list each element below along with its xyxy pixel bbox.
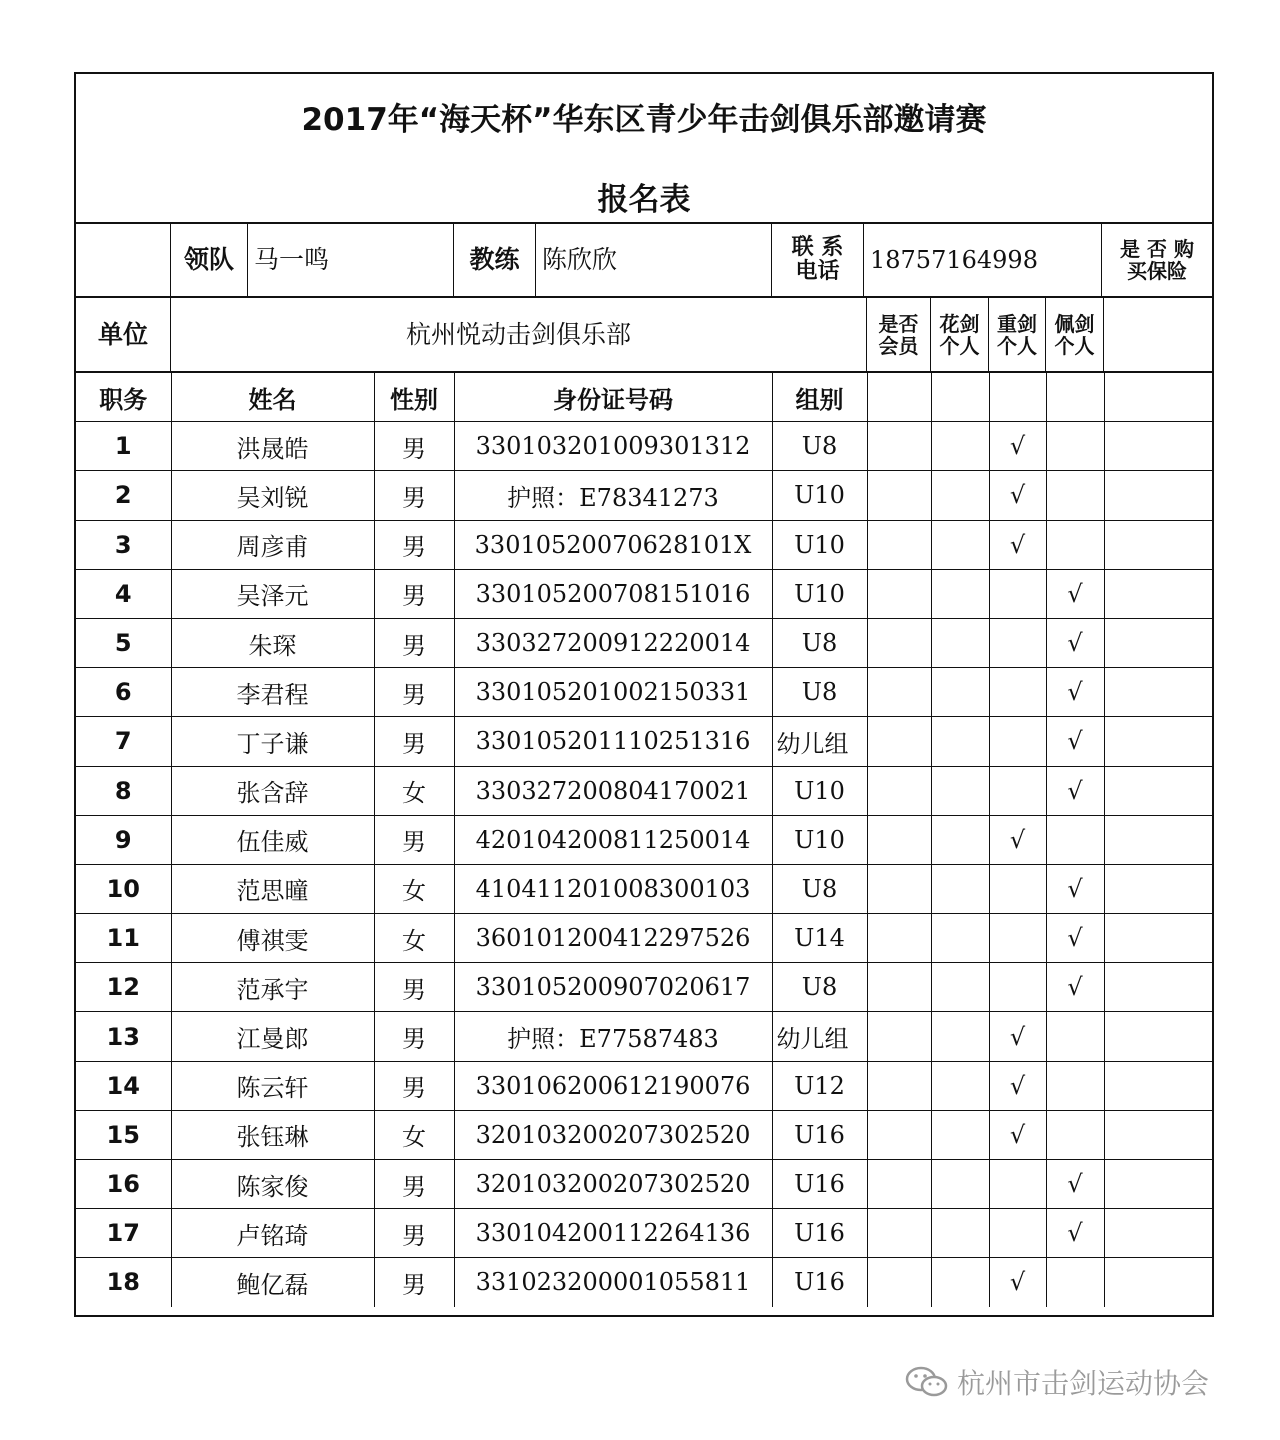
header-epee (989, 373, 1046, 422)
athlete-gender: 男 (374, 618, 454, 667)
member-cell (867, 569, 931, 618)
athlete-gender: 女 (374, 864, 454, 913)
epee-cell (989, 569, 1046, 618)
athlete-group: U10 (772, 471, 867, 520)
row-number: 2 (76, 471, 171, 520)
check-mark: √ (1067, 874, 1083, 903)
table-row (76, 1258, 1212, 1307)
epee-cell (989, 1258, 1046, 1307)
unit-row (76, 298, 1212, 373)
athlete-id: 330105201110251316 (454, 717, 772, 766)
athlete-name: 范思曈 (171, 864, 374, 913)
check-mark: √ (1009, 530, 1026, 559)
table-row (76, 1061, 1212, 1110)
epee-cell (989, 963, 1046, 1012)
sabre-cell (1046, 717, 1104, 766)
row-number: 15 (76, 1110, 171, 1159)
table-row (76, 914, 1212, 963)
check-mark: √ (1067, 629, 1083, 658)
unit-value: 杭州悦动击剑俱乐部 (171, 298, 867, 371)
table-header-row (76, 373, 1212, 422)
member-label-line2: 会员 (878, 333, 919, 358)
athlete-gender: 男 (374, 1209, 454, 1258)
member-cell (867, 422, 931, 471)
member-cell (867, 1110, 931, 1159)
athlete-gender: 男 (374, 815, 454, 864)
member-cell (867, 1012, 931, 1061)
athlete-group: U10 (772, 815, 867, 864)
team-info-row (76, 224, 1212, 298)
athlete-id: 330104200112264136 (454, 1209, 772, 1258)
document-subtitle: 报名表 (597, 182, 691, 218)
foil-cell (931, 569, 989, 618)
phone-label-line2: 电话 (795, 259, 840, 284)
watermark-text: 杭州市击剑运动协会 (957, 1367, 1210, 1400)
header-member (867, 373, 931, 422)
epee-cell (989, 864, 1046, 913)
athlete-name: 李君程 (171, 668, 374, 717)
foil-cell (931, 864, 989, 913)
blank-cell (76, 224, 171, 296)
check-mark: √ (1009, 1120, 1026, 1149)
epee-cell (989, 618, 1046, 667)
table-row (76, 766, 1212, 815)
athlete-group: U12 (772, 1061, 867, 1110)
sabre-cell (1046, 1209, 1104, 1258)
athlete-gender: 男 (374, 1258, 454, 1307)
athlete-group: U8 (772, 422, 867, 471)
row-number: 8 (76, 766, 171, 815)
athlete-id: 320103200207302520 (454, 1110, 772, 1159)
athlete-id: 330327200912220014 (454, 618, 772, 667)
insurance-cell (1104, 569, 1212, 618)
check-mark: √ (1067, 579, 1083, 608)
insurance-label (1102, 224, 1212, 296)
athlete-name: 周彦甫 (171, 520, 374, 569)
athlete-name: 陈家俊 (171, 1160, 374, 1209)
leader-label: 领队 (171, 224, 248, 296)
insurance-cell (1104, 914, 1212, 963)
athlete-group: U8 (772, 963, 867, 1012)
athlete-gender: 男 (374, 1160, 454, 1209)
coach-value: 陈欣欣 (536, 224, 772, 296)
athlete-gender: 女 (374, 1110, 454, 1159)
epee-cell (989, 1209, 1046, 1258)
athlete-id: 护照：E77587483 (454, 1012, 772, 1061)
member-cell (867, 815, 931, 864)
athlete-gender: 男 (374, 668, 454, 717)
athlete-group: U8 (772, 864, 867, 913)
insurance-cell (1104, 1209, 1212, 1258)
check-mark: √ (1067, 678, 1083, 707)
table-row (76, 569, 1212, 618)
athlete-group: U14 (772, 914, 867, 963)
epee-label-line1: 重剑 (997, 311, 1037, 336)
insurance-cell (1104, 1258, 1212, 1307)
check-mark: √ (1067, 776, 1083, 805)
sabre-label-line1: 佩剑 (1054, 311, 1095, 336)
row-number: 18 (76, 1258, 171, 1307)
athlete-group: U16 (772, 1110, 867, 1159)
insurance-cell (1104, 1160, 1212, 1209)
insurance-label-line1: 是 否 购 (1120, 237, 1194, 261)
insurance-cell (1104, 717, 1212, 766)
registration-form (74, 72, 1214, 1317)
sabre-cell (1046, 520, 1104, 569)
check-mark: √ (1067, 1219, 1083, 1248)
foil-cell (931, 766, 989, 815)
table-row (76, 668, 1212, 717)
row-number: 7 (76, 717, 171, 766)
table-row (76, 815, 1212, 864)
athlete-gender: 男 (374, 1061, 454, 1110)
epee-label (989, 298, 1046, 371)
table-row (76, 963, 1212, 1012)
athlete-id: 410411201008300103 (454, 864, 772, 913)
athlete-id: 330327200804170021 (454, 766, 772, 815)
athlete-id: 330105200907020617 (454, 963, 772, 1012)
row-number: 3 (76, 520, 171, 569)
foil-cell (931, 963, 989, 1012)
athlete-group: U8 (772, 668, 867, 717)
member-cell (867, 914, 931, 963)
member-cell (867, 1160, 931, 1209)
member-cell (867, 668, 931, 717)
sabre-cell (1046, 1012, 1104, 1061)
athlete-id: 420104200811250014 (454, 815, 772, 864)
sabre-cell (1046, 1160, 1104, 1209)
athlete-name: 卢铭琦 (171, 1209, 374, 1258)
header-sabre (1046, 373, 1104, 422)
insurance-cell (1104, 618, 1212, 667)
insurance-label-line2: 买保险 (1127, 259, 1187, 283)
athlete-group: U10 (772, 520, 867, 569)
foil-cell (931, 717, 989, 766)
sabre-cell (1046, 668, 1104, 717)
check-mark: √ (1009, 1268, 1026, 1297)
insurance-cell (1104, 471, 1212, 520)
athlete-gender: 男 (374, 520, 454, 569)
insurance-cell (1104, 1061, 1212, 1110)
header-gender: 性别 (374, 373, 454, 422)
athlete-name: 鲍亿磊 (171, 1258, 374, 1307)
epee-cell (989, 520, 1046, 569)
phone-value: 18757164998 (864, 224, 1102, 296)
athlete-gender: 女 (374, 766, 454, 815)
athlete-name: 张含辞 (171, 766, 374, 815)
athlete-gender: 男 (374, 1012, 454, 1061)
table-row (76, 422, 1212, 471)
athlete-group: U10 (772, 569, 867, 618)
athlete-gender: 男 (374, 422, 454, 471)
epee-cell (989, 1160, 1046, 1209)
member-label-line1: 是否 (878, 311, 919, 336)
sabre-label-line2: 个人 (1054, 333, 1095, 358)
row-number: 11 (76, 914, 171, 963)
row-number: 17 (76, 1209, 171, 1258)
athlete-group: U10 (772, 766, 867, 815)
insurance-cell (1104, 668, 1212, 717)
athlete-name: 江曼郎 (171, 1012, 374, 1061)
sabre-cell (1046, 422, 1104, 471)
header-insurance (1104, 373, 1212, 422)
sabre-cell (1046, 864, 1104, 913)
insurance-cell (1104, 963, 1212, 1012)
foil-cell (931, 520, 989, 569)
athlete-name: 傅祺雯 (171, 914, 374, 963)
header-role: 职务 (76, 373, 171, 422)
row-number: 5 (76, 618, 171, 667)
sabre-label (1046, 298, 1104, 371)
athlete-id: 护照：E78341273 (454, 471, 772, 520)
title-block (76, 74, 1212, 224)
member-cell (867, 520, 931, 569)
athlete-gender: 男 (374, 569, 454, 618)
insurance-cell (1104, 1110, 1212, 1159)
athlete-group: U8 (772, 618, 867, 667)
sabre-cell (1046, 815, 1104, 864)
foil-cell (931, 668, 989, 717)
athlete-id: 331023200001055811 (454, 1258, 772, 1307)
check-mark: √ (1067, 1170, 1083, 1199)
epee-cell (989, 1061, 1046, 1110)
unit-label: 单位 (76, 298, 171, 371)
member-cell (867, 1061, 931, 1110)
sabre-cell (1046, 766, 1104, 815)
foil-cell (931, 1110, 989, 1159)
header-group: 组别 (772, 373, 867, 422)
athlete-name: 张钰琳 (171, 1110, 374, 1159)
check-mark: √ (1009, 1071, 1026, 1100)
phone-label (772, 224, 864, 296)
member-cell (867, 471, 931, 520)
row-number: 1 (76, 422, 171, 471)
member-cell (867, 864, 931, 913)
insurance-cell (1104, 520, 1212, 569)
foil-cell (931, 618, 989, 667)
epee-cell (989, 471, 1046, 520)
foil-cell (931, 1061, 989, 1110)
foil-cell (931, 1258, 989, 1307)
athlete-name: 朱琛 (171, 618, 374, 667)
sabre-cell (1046, 914, 1104, 963)
athlete-gender: 女 (374, 914, 454, 963)
row-number: 6 (76, 668, 171, 717)
athlete-id: 330103201009301312 (454, 422, 772, 471)
athlete-gender: 男 (374, 471, 454, 520)
table-row (76, 717, 1212, 766)
row-number: 16 (76, 1160, 171, 1209)
member-cell (867, 963, 931, 1012)
coach-label: 教练 (454, 224, 536, 296)
epee-cell (989, 914, 1046, 963)
athlete-name: 吴刘锐 (171, 471, 374, 520)
epee-cell (989, 1110, 1046, 1159)
epee-label-line2: 个人 (997, 333, 1037, 358)
member-label (867, 298, 931, 371)
wechat-icon (905, 1364, 949, 1400)
sabre-cell (1046, 1258, 1104, 1307)
phone-label-line1: 联 系 (791, 234, 844, 260)
row-number: 12 (76, 963, 171, 1012)
check-mark: √ (1067, 727, 1083, 756)
sabre-cell (1046, 963, 1104, 1012)
check-mark: √ (1067, 924, 1083, 953)
table-row (76, 1012, 1212, 1061)
athlete-id: 330106200612190076 (454, 1061, 772, 1110)
check-mark: √ (1067, 973, 1083, 1002)
sabre-cell (1046, 569, 1104, 618)
athlete-group: U16 (772, 1258, 867, 1307)
insurance-cell (1104, 766, 1212, 815)
foil-cell (931, 471, 989, 520)
document-title: 2017年“海天杯”华东区青少年击剑俱乐部邀请赛 (301, 102, 987, 138)
athlete-id: 330105201002150331 (454, 668, 772, 717)
table-row (76, 618, 1212, 667)
athlete-id: 33010520070628101X (454, 520, 772, 569)
athlete-group: 幼儿组 (772, 717, 867, 766)
foil-cell (931, 1209, 989, 1258)
member-cell (867, 618, 931, 667)
athlete-name: 伍佳威 (171, 815, 374, 864)
epee-cell (989, 717, 1046, 766)
insurance-cell (1104, 422, 1212, 471)
row-number: 13 (76, 1012, 171, 1061)
epee-cell (989, 422, 1046, 471)
foil-cell (931, 1012, 989, 1061)
epee-cell (989, 815, 1046, 864)
athlete-gender: 男 (374, 717, 454, 766)
insurance-cell (1104, 1012, 1212, 1061)
foil-cell (931, 815, 989, 864)
insurance-cell (1104, 815, 1212, 864)
athlete-name: 吴泽元 (171, 569, 374, 618)
athlete-gender: 男 (374, 963, 454, 1012)
athlete-id: 320103200207302520 (454, 1160, 772, 1209)
foil-label-line1: 花剑 (939, 311, 980, 336)
table-row (76, 520, 1212, 569)
sabre-cell (1046, 1110, 1104, 1159)
row-number: 4 (76, 569, 171, 618)
check-mark: √ (1009, 825, 1026, 854)
row-number: 10 (76, 864, 171, 913)
athlete-table (76, 373, 1212, 1307)
foil-cell (931, 914, 989, 963)
foil-cell (931, 422, 989, 471)
check-mark: √ (1009, 432, 1026, 461)
athlete-group: U16 (772, 1160, 867, 1209)
check-mark: √ (1009, 1022, 1026, 1051)
member-cell (867, 1209, 931, 1258)
header-foil (931, 373, 989, 422)
epee-cell (989, 668, 1046, 717)
athlete-name: 丁子谦 (171, 717, 374, 766)
watermark (905, 1362, 1209, 1402)
leader-value: 马一鸣 (248, 224, 454, 296)
table-row (76, 471, 1212, 520)
row-number: 14 (76, 1061, 171, 1110)
athlete-id: 360101200412297526 (454, 914, 772, 963)
table-row (76, 1209, 1212, 1258)
blank-cell (1104, 298, 1212, 371)
header-name: 姓名 (171, 373, 374, 422)
foil-label (931, 298, 989, 371)
insurance-cell (1104, 864, 1212, 913)
athlete-group: U16 (772, 1209, 867, 1258)
athlete-name: 陈云轩 (171, 1061, 374, 1110)
athlete-id: 330105200708151016 (454, 569, 772, 618)
epee-cell (989, 766, 1046, 815)
sabre-cell (1046, 471, 1104, 520)
foil-label-line2: 个人 (939, 333, 980, 358)
sabre-cell (1046, 618, 1104, 667)
member-cell (867, 1258, 931, 1307)
member-cell (867, 766, 931, 815)
athlete-name: 洪晟皓 (171, 422, 374, 471)
table-row (76, 1160, 1212, 1209)
foil-cell (931, 1160, 989, 1209)
member-cell (867, 717, 931, 766)
table-row (76, 1110, 1212, 1159)
header-id: 身份证号码 (454, 373, 772, 422)
check-mark: √ (1009, 481, 1026, 510)
athlete-name: 范承宇 (171, 963, 374, 1012)
sabre-cell (1046, 1061, 1104, 1110)
row-number: 9 (76, 815, 171, 864)
epee-cell (989, 1012, 1046, 1061)
table-row (76, 864, 1212, 913)
athlete-group: 幼儿组 (772, 1012, 867, 1061)
